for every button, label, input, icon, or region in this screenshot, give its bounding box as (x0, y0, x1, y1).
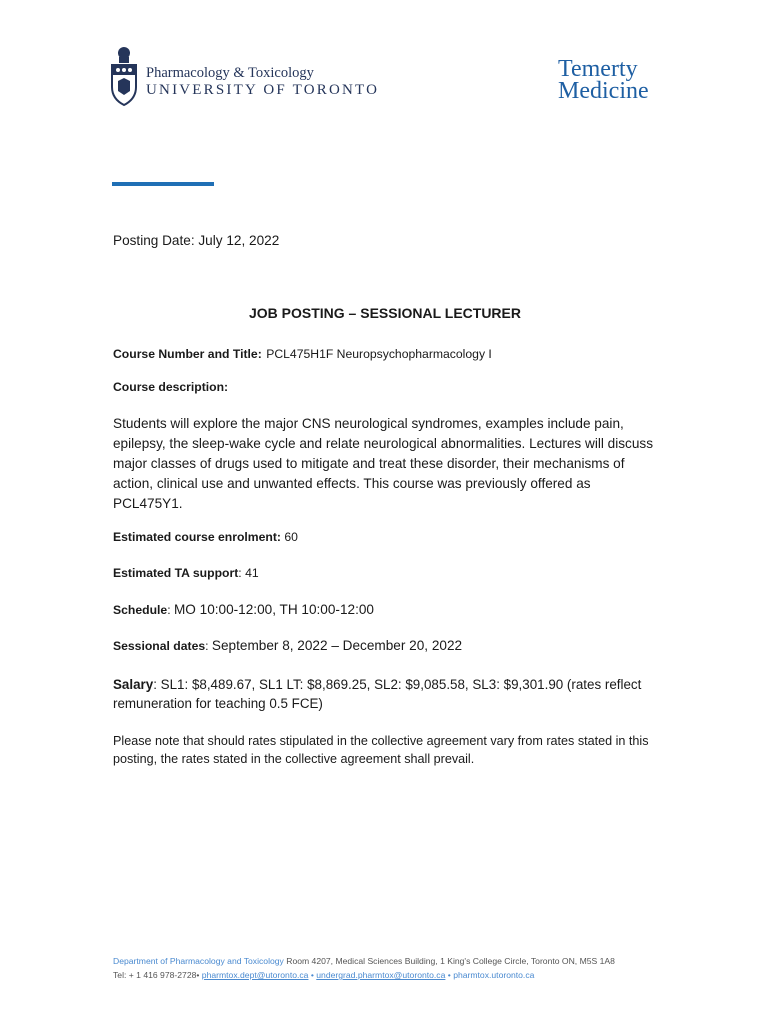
footer-email-undergrad-link[interactable]: undergrad.pharmtox@utoronto.ca (316, 970, 446, 980)
course-label: Course Number and Title: (113, 347, 262, 361)
schedule-label: Schedule (113, 603, 168, 617)
salary-row: Salary: SL1: $8,489.67, SL1 LT: $8,869.25, SL2: $9,085.58, SL3: $9,301.90 (rates reflect remuneration for teaching 0.5 FCE) (113, 677, 642, 711)
footer-contact-line: Tel: + 1 416 978-2728• pharmtox.dept@utoronto.ca • undergrad.pharmtox@utoronto.ca • pharmtox.utoronto.ca (113, 970, 535, 980)
footer-tel: Tel: + 1 416 978-2728 (113, 970, 197, 980)
description-text: Students will explore the major CNS neurological syndromes, examples include pain, epilepsy, the sleep-wake cycle and relate neurological abnormalities. Lectures will discuss major classes of drugs used to mitigate and treat these disorder, their mechanisms of action, clinical use and unwanted effects. This course was previously offered as PCL475Y1. (113, 416, 653, 511)
course-number-row (113, 345, 492, 363)
footer-website-link[interactable]: pharmtox.utoronto.ca (453, 970, 535, 980)
accent-divider (112, 182, 214, 186)
ta-support-label: Estimated TA support (113, 566, 239, 580)
medicine-word: Medicine (558, 78, 649, 104)
sessional-dates-label: Sessional dates (113, 639, 206, 653)
uoft-logo (110, 45, 400, 109)
footer-address: Room 4207, Medical Sciences Building, 1 King's College Circle, Toronto ON, M5S 1A8 (286, 956, 615, 966)
uoft-crest-icon (110, 45, 138, 107)
ta-support-row: Estimated TA support: 41 (113, 566, 259, 580)
footer-address-line (113, 954, 615, 968)
university-name: UNIVERSITY OF TORONTO (146, 82, 380, 98)
ta-support-value: 41 (245, 566, 259, 580)
footer-dept: Department of Pharmacology and Toxicology (113, 956, 284, 966)
enrolment-row: Estimated course enrolment: 60 (113, 530, 298, 544)
salary-label: Salary (113, 677, 154, 692)
salary-value: SL1: $8,489.67, SL1 LT: $8,869.25, SL2: $9,085.58, SL3: $9,301.90 (rates reflect remuneration for teaching 0.5 FCE) (113, 677, 642, 711)
page-footer (113, 954, 615, 982)
schedule-value: MO 10:00-12:00, TH 10:00-12:00 (173, 602, 374, 617)
collective-agreement-note: Please note that should rates stipulated in the collective agreement vary from rates stated in this posting, the rates stated in the collective agreement shall prevail. (113, 734, 649, 766)
temerty-medicine-logo (558, 58, 678, 102)
enrolment-label: Estimated course enrolment (113, 530, 277, 544)
description-label: Course description: (113, 380, 229, 394)
posting-date: Posting Date: July 12, 2022 (113, 233, 280, 248)
sessional-dates-row: Sessional dates: September 8, 2022 – December 20, 2022 (113, 638, 463, 653)
course-value: PCL475H1F Neuropsychopharmacology I (266, 347, 492, 361)
posting-title: JOB POSTING – SESSIONAL LECTURER (248, 305, 521, 321)
schedule-row: Schedule: MO 10:00-12:00, TH 10:00-12:00 (113, 602, 374, 617)
temerty-word: Temerty (558, 56, 638, 82)
footer-email-dept-link[interactable]: pharmtox.dept@utoronto.ca (201, 970, 309, 980)
sessional-dates-value: September 8, 2022 – December 20, 2022 (211, 638, 463, 653)
enrolment-value: 60 (284, 530, 298, 544)
department-name: Pharmacology & Toxicology (146, 65, 314, 81)
